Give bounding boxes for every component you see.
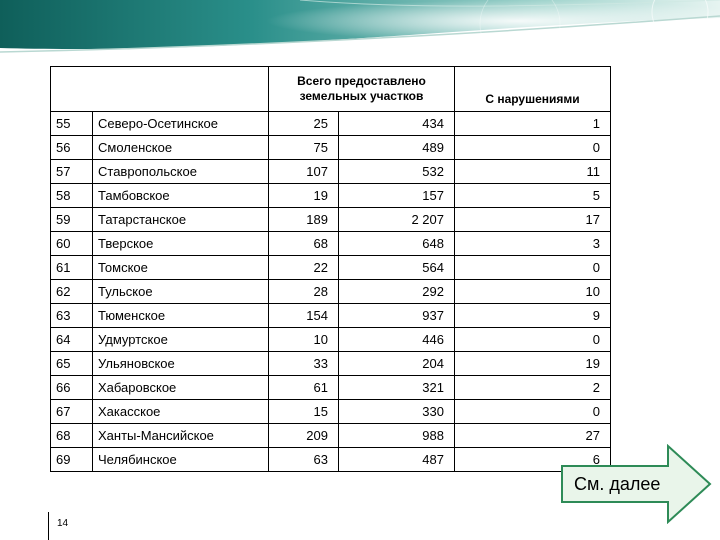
region-name-cell: Тамбовское	[93, 184, 269, 208]
row-number-cell: 66	[51, 376, 93, 400]
violations-cell: 0	[455, 136, 611, 160]
row-number-cell: 57	[51, 160, 93, 184]
violations-cell: 0	[455, 256, 611, 280]
total-plots-cell: 19	[269, 184, 339, 208]
row-number-cell: 68	[51, 424, 93, 448]
row-number-cell: 67	[51, 400, 93, 424]
violations-cell: 27	[455, 424, 611, 448]
table-row	[51, 400, 611, 424]
region-name-cell: Хакасское	[93, 400, 269, 424]
violations-cell: 2	[455, 376, 611, 400]
region-name-cell: Тверское	[93, 232, 269, 256]
row-number-cell: 55	[51, 112, 93, 136]
header-banner	[0, 0, 720, 60]
total-plots-cell: 154	[269, 304, 339, 328]
table-row	[51, 112, 611, 136]
region-name-cell: Хабаровское	[93, 376, 269, 400]
region-name-cell: Удмуртское	[93, 328, 269, 352]
violations-cell: 19	[455, 352, 611, 376]
total-plots-cell: 10	[269, 328, 339, 352]
total-plots-cell: 189	[269, 208, 339, 232]
data-table	[50, 66, 611, 472]
table-row	[51, 304, 611, 328]
violations-cell: 0	[455, 328, 611, 352]
region-name-cell: Тульское	[93, 280, 269, 304]
table-row	[51, 424, 611, 448]
total-plots-cell: 22	[269, 256, 339, 280]
table-row	[51, 376, 611, 400]
total-plots-detail-cell: 564	[339, 256, 455, 280]
region-name-cell: Татарстанское	[93, 208, 269, 232]
region-name-cell: Тюменское	[93, 304, 269, 328]
table-row	[51, 160, 611, 184]
table-row	[51, 136, 611, 160]
header-violations: С нарушениями	[455, 67, 611, 112]
total-plots-detail-cell: 532	[339, 160, 455, 184]
row-number-cell: 56	[51, 136, 93, 160]
table-row	[51, 448, 611, 472]
row-number-cell: 61	[51, 256, 93, 280]
total-plots-detail-cell: 648	[339, 232, 455, 256]
violations-cell: 17	[455, 208, 611, 232]
violations-cell: 5	[455, 184, 611, 208]
total-plots-detail-cell: 489	[339, 136, 455, 160]
table-row	[51, 208, 611, 232]
total-plots-detail-cell: 937	[339, 304, 455, 328]
row-number-cell: 62	[51, 280, 93, 304]
total-plots-detail-cell: 434	[339, 112, 455, 136]
total-plots-detail-cell: 157	[339, 184, 455, 208]
total-plots-detail-cell: 2 207	[339, 208, 455, 232]
total-plots-cell: 15	[269, 400, 339, 424]
violations-cell: 3	[455, 232, 611, 256]
region-name-cell: Ставропольское	[93, 160, 269, 184]
table-row	[51, 232, 611, 256]
total-plots-cell: 28	[269, 280, 339, 304]
total-plots-cell: 209	[269, 424, 339, 448]
total-plots-detail-cell: 321	[339, 376, 455, 400]
violations-cell: 1	[455, 112, 611, 136]
row-number-cell: 60	[51, 232, 93, 256]
violations-cell: 9	[455, 304, 611, 328]
violations-cell: 11	[455, 160, 611, 184]
row-number-cell: 64	[51, 328, 93, 352]
region-name-cell: Северо-Осетинское	[93, 112, 269, 136]
total-plots-detail-cell: 292	[339, 280, 455, 304]
row-number-cell: 69	[51, 448, 93, 472]
table-row	[51, 256, 611, 280]
page-number: 14	[48, 512, 68, 540]
row-number-cell: 63	[51, 304, 93, 328]
table-row	[51, 184, 611, 208]
next-page-label: См. далее	[574, 474, 661, 494]
table-row	[51, 352, 611, 376]
violations-cell: 0	[455, 400, 611, 424]
total-plots-cell: 107	[269, 160, 339, 184]
region-name-cell: Челябинское	[93, 448, 269, 472]
region-name-cell: Ханты-Мансийское	[93, 424, 269, 448]
total-plots-cell: 75	[269, 136, 339, 160]
table-row	[51, 328, 611, 352]
table-header-row	[51, 67, 611, 112]
total-plots-detail-cell: 204	[339, 352, 455, 376]
row-number-cell: 58	[51, 184, 93, 208]
violations-cell: 10	[455, 280, 611, 304]
violations-cell: 6	[455, 448, 611, 472]
total-plots-cell: 25	[269, 112, 339, 136]
table-row	[51, 280, 611, 304]
region-name-cell: Ульяновское	[93, 352, 269, 376]
next-page-button[interactable]	[560, 444, 712, 524]
header-total: Всего предоставлено земельных участков	[269, 67, 455, 112]
region-name-cell: Смоленское	[93, 136, 269, 160]
row-number-cell: 65	[51, 352, 93, 376]
row-number-cell: 59	[51, 208, 93, 232]
region-name-cell: Томское	[93, 256, 269, 280]
total-plots-detail-cell: 330	[339, 400, 455, 424]
total-plots-cell: 61	[269, 376, 339, 400]
total-plots-cell: 68	[269, 232, 339, 256]
total-plots-detail-cell: 988	[339, 424, 455, 448]
header-blank-cell	[51, 67, 269, 112]
total-plots-cell: 63	[269, 448, 339, 472]
total-plots-detail-cell: 487	[339, 448, 455, 472]
total-plots-detail-cell: 446	[339, 328, 455, 352]
total-plots-cell: 33	[269, 352, 339, 376]
